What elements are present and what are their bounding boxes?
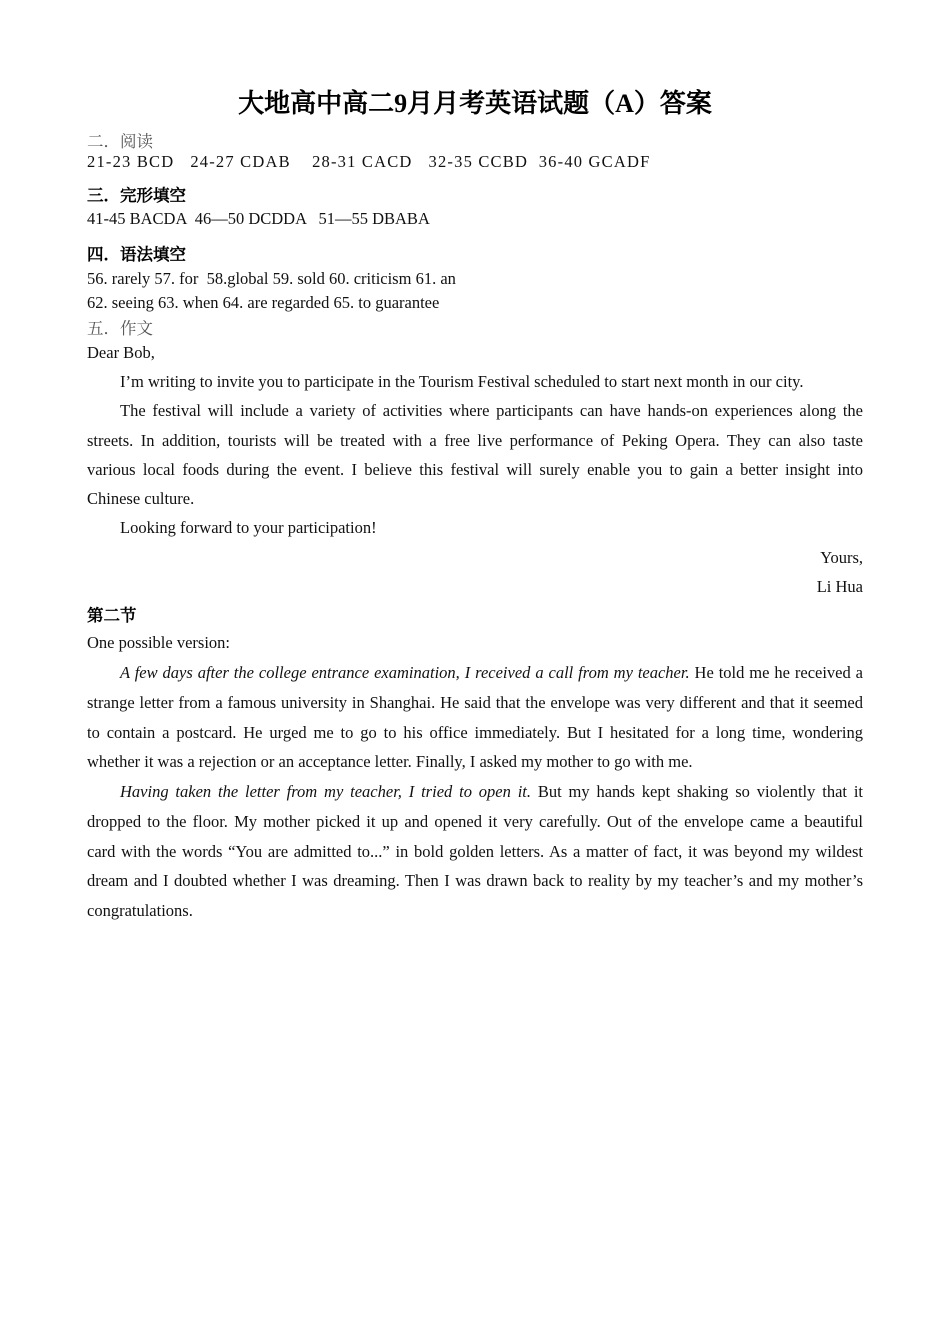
writing-heading: 五．作文 [87, 319, 153, 338]
section-two [87, 603, 863, 925]
essay-paragraph-1-line-2: strange letter from a famous university in Shanghai. He said that the envelope was very different and that it seemed [87, 693, 863, 713]
letter-paragraph-2-line-3: various local foods during the event. I believe this festival will surely enable you to gain a better insight into [87, 459, 863, 479]
essay-paragraph-1-lead-sentence: A few days after the college entrance examination, I received a call from my teacher. [120, 663, 690, 683]
essay-paragraph-2-line-3: card with the words “You are admitted to...” in bold golden letters. As a matter of fact, it was beyond my wildest [87, 841, 863, 861]
essay-paragraph-2-line-4: dream and I doubted whether I was dreaming. Then I was drawn back to reality by my teacher’s and my mother’s [87, 871, 863, 891]
grammar-section [87, 245, 863, 315]
letter-paragraph-2-line-4: Chinese culture. [87, 489, 195, 509]
section-two-intro: One possible version: [87, 633, 230, 653]
essay-paragraph-2-line-1-text: But my hands kept shaking so violently that it [537, 782, 863, 802]
essay-body [87, 658, 863, 925]
cloze-section [87, 186, 863, 229]
page-title: 大地高中高二9月月考英语试题（A）答案 [238, 89, 712, 118]
grammar-answers-line-1: 56. rarely 57. for 58.global 59. sold 60. criticism 61. an [87, 269, 456, 288]
reading-section [87, 132, 863, 172]
letter-salutation: Dear Bob, [87, 343, 155, 362]
letter-closing: Yours, [820, 547, 863, 567]
essay-paragraph-2-line-5: congratulations. [87, 901, 193, 920]
essay-paragraph-1-line-1 [87, 658, 863, 688]
grammar-heading: 四．语法填空 [87, 245, 186, 264]
reading-answers: 21-23 BCD 24-27 CDAB 28-31 CACD 32-35 CCBD 36-40 GCADF [87, 152, 651, 171]
section-two-heading: 第二节 [87, 606, 137, 626]
letter-paragraph-3-line-1: Looking forward to your participation! [120, 518, 377, 538]
essay-paragraph-1-line-1-text: He told me he received a [694, 663, 863, 683]
letter-paragraph-1-line-1: I’m writing to invite you to participate in the Tourism Festival scheduled to start next month in our city. [120, 372, 804, 391]
letter-signature: Li Hua [816, 577, 863, 597]
grammar-answers-line-2: 62. seeing 63. when 64. are regarded 65. to guarantee [87, 293, 440, 312]
essay-paragraph-2-line-2: dropped to the floor. My mother picked it up and opened it very carefully. Out of the envelope came a beautiful [87, 811, 863, 831]
cloze-heading: 三．完形填空 [87, 186, 186, 205]
letter-paragraph-2-line-1: The festival will include a variety of activities where participants can have hands-on experiences along the [120, 401, 863, 421]
writing-section [87, 317, 863, 601]
cloze-answers: 41-45 BACDA 46—50 DCDDA 51—55 DBABA [87, 209, 430, 228]
essay-paragraph-1-line-3: to contain a postcard. He urged me to go to his office immediately. But I hesitated for a long time, wondering [87, 722, 863, 742]
letter-paragraph-2-line-2: streets. In addition, tourists will be treated with a free live performance of Peking Opera. They can also taste [87, 430, 863, 450]
essay-paragraph-2-lead-sentence: Having taken the letter from my teacher, I tried to open it. [120, 782, 531, 802]
reading-heading: 二．阅读 [87, 132, 153, 151]
letter-body [87, 367, 863, 601]
essay-paragraph-2-line-1 [87, 777, 863, 807]
essay-paragraph-1-line-4: whether it was a rejection or an acceptance letter. Finally, I asked my mother to go with me. [87, 752, 693, 772]
